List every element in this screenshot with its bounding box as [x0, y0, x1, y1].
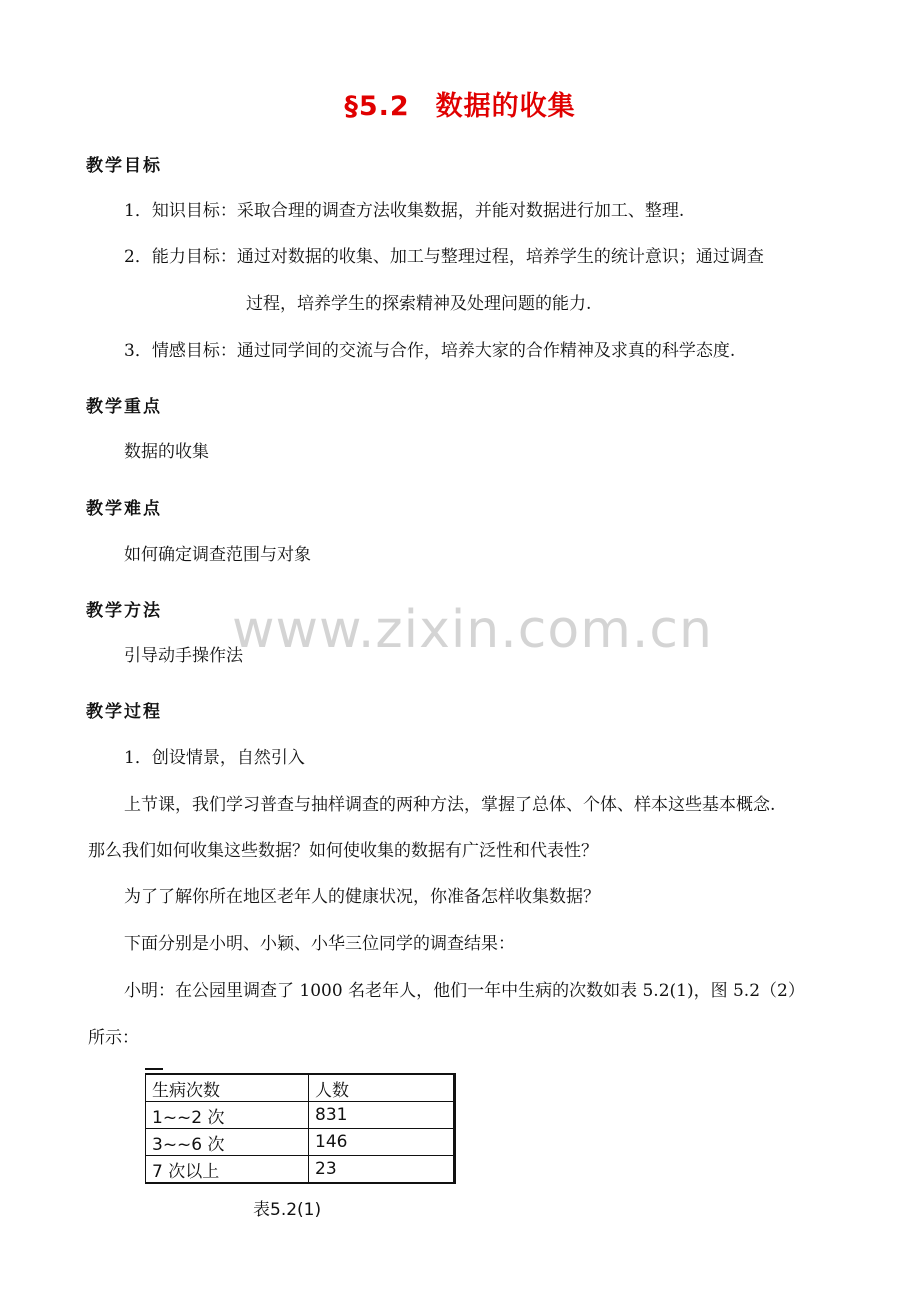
heading-methods: 教学方法 — [86, 601, 162, 621]
table-header-cell: 生病次数 — [146, 1074, 309, 1102]
methods-text: 引导动手操作法 — [124, 646, 243, 666]
heading-difficulties: 教学难点 — [86, 499, 162, 519]
section-number: §5.2 — [344, 91, 410, 122]
table-header-row — [146, 1074, 455, 1102]
objective-1: 1．知识目标：采取合理的调查方法收集数据，并能对数据进行加工、整理. — [124, 201, 685, 221]
table-cell: 7 次以上 — [146, 1156, 309, 1184]
objective-3: 3．情感目标：通过同学间的交流与合作，培养大家的合作精神及求真的科学态度. — [124, 341, 736, 361]
table-row — [146, 1156, 455, 1184]
difficulties-text: 如何确定调查范围与对象 — [124, 545, 311, 565]
process-paragraph-4-line-1: 小明：在公园里调查了 1000 名老年人，他们一年中生病的次数如表 5.2(1)，图 5.2（2） — [124, 981, 805, 1001]
process-paragraph-4-line-2: 所示： — [88, 1028, 139, 1048]
objective-2-line-2: 过程，培养学生的探索精神及处理问题的能力. — [246, 294, 592, 314]
heading-key-points: 教学重点 — [86, 397, 162, 417]
process-paragraph-1-line-2: 那么我们如何收集这些数据？如何使收集的数据有广泛性和代表性？ — [88, 841, 598, 861]
illness-frequency-table — [145, 1073, 456, 1184]
table-cell: 1~~2 次 — [146, 1102, 309, 1129]
table-row — [146, 1129, 455, 1156]
title-text: 数据的收集 — [435, 91, 576, 122]
table-cell: 146 — [309, 1129, 455, 1156]
table-corner-mark — [145, 1068, 163, 1070]
key-points-text: 数据的收集 — [124, 442, 209, 462]
table-row — [146, 1102, 455, 1129]
table-header-cell: 人数 — [309, 1074, 455, 1102]
table-cell: 831 — [309, 1102, 455, 1129]
heading-process: 教学过程 — [86, 702, 162, 722]
page-title — [0, 84, 920, 123]
process-paragraph-2: 为了了解你所在地区老年人的健康状况，你准备怎样收集数据？ — [124, 887, 600, 907]
process-paragraph-1-line-1: 上节课，我们学习普查与抽样调查的两种方法，掌握了总体、个体、样本这些基本概念. — [124, 795, 776, 815]
watermark: www.zixin.com.cn — [232, 600, 713, 660]
process-step-1: 1．创设情景，自然引入 — [124, 748, 305, 768]
table-cell: 3~~6 次 — [146, 1129, 309, 1156]
table-caption: 表5.2(1) — [253, 1200, 322, 1220]
objective-2-line-1: 2．能力目标：通过对数据的收集、加工与整理过程，培养学生的统计意识；通过调查 — [124, 247, 764, 267]
process-paragraph-3: 下面分别是小明、小颖、小华三位同学的调查结果： — [124, 934, 515, 954]
heading-objectives: 教学目标 — [86, 156, 162, 176]
table-cell: 23 — [309, 1156, 455, 1184]
